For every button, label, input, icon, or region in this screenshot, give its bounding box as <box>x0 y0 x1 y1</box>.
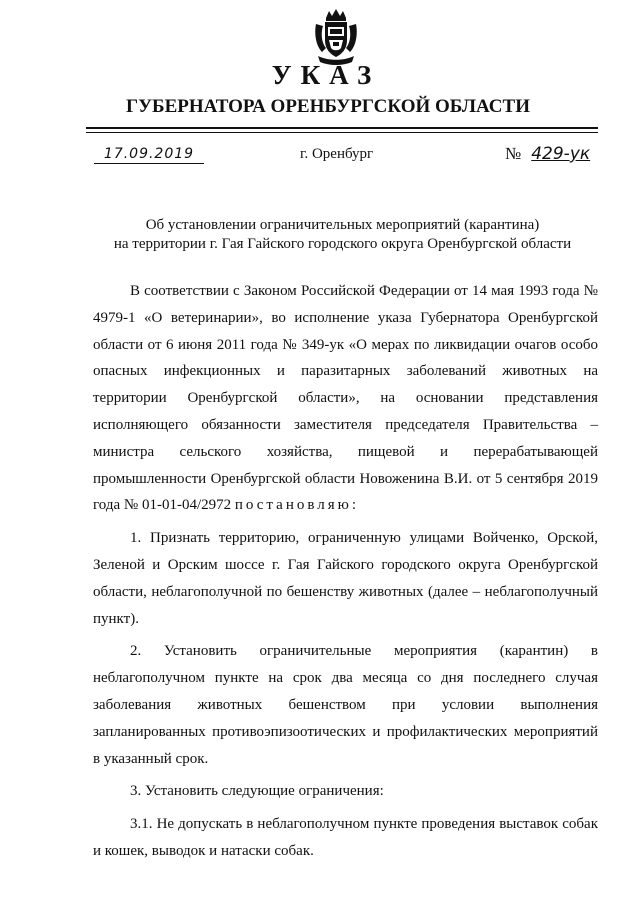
number-handwritten: 429-ук <box>531 144 591 164</box>
issuer-title: ГУБЕРНАТОРА ОРЕНБУРГСКОЙ ОБЛАСТИ <box>126 96 530 117</box>
date-field <box>94 146 204 164</box>
header-rule-thin <box>86 132 598 133</box>
decree-body <box>93 278 598 865</box>
number-field <box>505 144 590 164</box>
date-underline <box>94 163 204 164</box>
item-paragraph: 3. Установить следующие ограничения: <box>130 783 384 800</box>
number-label: № <box>505 144 522 163</box>
city-label: г. Оренбург <box>300 146 374 162</box>
date-handwritten: 17.09.2019 <box>103 146 195 162</box>
item-paragraph: 3.1. Не допускать в неблагополучном пункте проведения выставок собак и кошек, выводок и натаски собак. <box>93 816 598 859</box>
heading-line-1: Об установлении ограничительных мероприятий (карантина) <box>145 217 540 233</box>
decree-word: постановляю: <box>234 497 359 514</box>
preamble-paragraph <box>93 278 598 519</box>
preamble-text: В соответствии с Законом Российской Федерации от 14 мая 1993 года № 4979-1 «О ветеринарии», во исполнение указа Губернатора Оренбургской области от 6 июня 2011 года № 349-ук «О мерах по ликвидации очагов особо опасных инфекционных и паразитарных заболеваний животных на территории Оренбургской области», на основании представления исполняющего обязанности заместителя председателя Правительства – министра сельского хозяйства, пищевой и перерабатывающей промышленности Оренбургской области Новоженина В.И. от 5 сентября 2019 года № 01-01-04/2972 <box>93 283 598 514</box>
item-paragraph: 1. Признать территорию, ограниченную улицами Войченко, Орской, Зеленой и Орским шоссе г. Гая Гайского городского округа Оренбургской области, неблагополучной по бешенству животных (далее – неблагополучный пункт). <box>93 530 598 627</box>
decree-heading <box>80 216 605 254</box>
document-title: УКАЗ <box>271 60 381 90</box>
coat-of-arms-icon <box>312 8 360 68</box>
header-rule-thick <box>86 127 598 129</box>
item-paragraph: 2. Установить ограничительные мероприятия (карантин) в неблагополучном пункте на срок два месяца со дня последнего случая заболевания животных бешенством при условии выполнения запланированных противоэпизоотических и профилактических мероприятий в указанный срок. <box>93 643 598 767</box>
heading-line-2: на территории г. Гая Гайского городского округа Оренбургской области <box>113 236 572 252</box>
